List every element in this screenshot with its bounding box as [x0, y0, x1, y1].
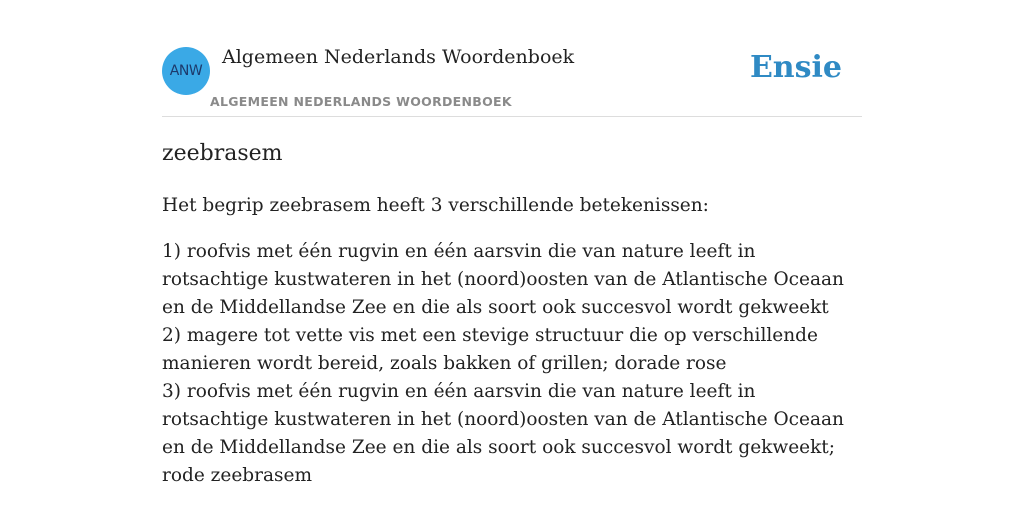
avatar[interactable] — [162, 47, 210, 95]
definition-item: 1) roofvis met één rugvin en één aarsvin die van nature leeft in rotsachtige kustwateren in het (noord)oosten van de Atlantische Oceaan en de Middellandse Zee en die als soort ook succesvol wordt gekweekt — [162, 241, 844, 318]
definitions-list — [162, 238, 862, 490]
definition-item: 3) roofvis met één rugvin en één aarsvin die van nature leeft in rotsachtige kustwateren in het (noord)oosten van de Atlantische Oceaan en de Middellandse Zee en die als soort ook succesvol wordt gekweekt; rode zeebrasem — [162, 381, 844, 486]
intro-text: Het begrip zeebrasem heeft 3 verschillende betekenissen: — [162, 195, 709, 216]
dictionary-title[interactable]: Algemeen Nederlands Woordenboek — [222, 46, 575, 68]
page-title: zeebrasem — [162, 141, 283, 166]
main-content — [162, 138, 862, 490]
header — [162, 44, 862, 117]
definition-item: 2) magere tot vette vis met een stevige structuur die op verschillende manieren wordt bereid, zoals bakken of grillen; dorade rose — [162, 325, 818, 374]
dictionary-subtitle: ALGEMEEN NEDERLANDS WOORDENBOEK — [210, 94, 512, 109]
avatar-label: ANW — [169, 63, 203, 79]
brand-logo[interactable]: Ensie — [749, 50, 842, 85]
